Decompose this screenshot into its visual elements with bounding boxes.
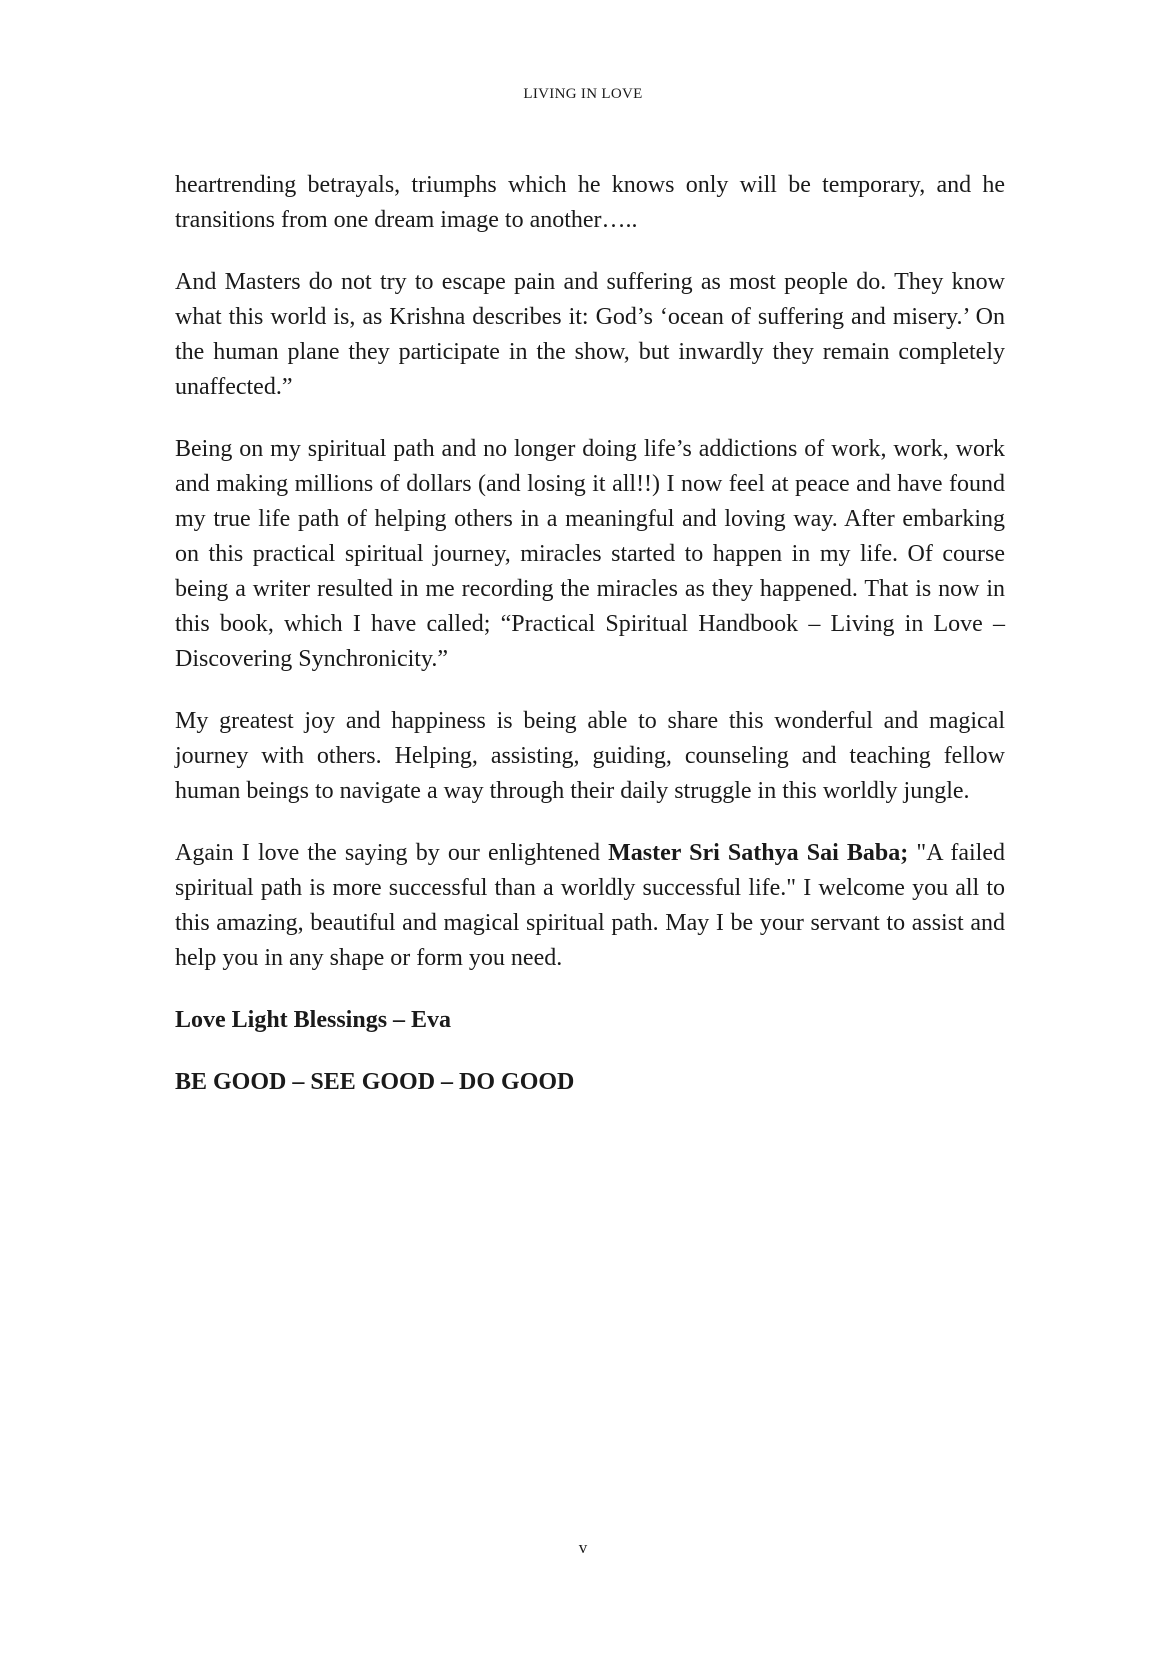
paragraph-3: Being on my spiritual path and no longer doing life’s addictions of work, work, work and making millions of dollars (and losing it all!!) I now feel at peace and have found my true life path of helping others in a meaningful and loving way. After embarking on this practical spiritual journey, miracles started to happen in my life. Of course being a writer resulted in me recording the miracles as they happened. That is now in this book, which I have called; “Practical Spiritual Handbook – Living in Love – Discovering Synchronicity.”	[175, 436, 1005, 672]
paragraph-4: My greatest joy and happiness is being able to share this wonderful and magical journey with others. Helping, assisting, guiding, counseling and teaching fellow human beings to navigate a way through their daily struggle in this worldly jungle.	[175, 708, 1005, 804]
blessing-signoff: Love Light Blessings – Eva	[175, 1007, 452, 1033]
paragraph-1: heartrending betrayals, triumphs which he knows only will be temporary, and he transitions from one dream image to another…..	[175, 172, 1005, 233]
paragraph-5-quote: "A failed spiritual path is more successful than a worldly successful life." I welcome you all to this amazing, beautiful and magical spiritual path. May I be your servant to assist and help you in any shape or form you need.	[175, 840, 1005, 971]
running-head: LIVING IN LOVE	[523, 86, 643, 102]
page-number: v	[578, 1538, 588, 1557]
paragraph-2: And Masters do not try to escape pain and suffering as most people do. They know what this world is, as Krishna describes it: God’s ‘ocean of suffering and misery.’ On the human plane they participate in the show, but inwardly they remain completely unaffected.”	[175, 269, 1005, 400]
body-text	[175, 168, 1005, 1127]
paragraph-5	[175, 836, 1005, 976]
master-name: Master Sri Sathya Sai Baba;	[608, 840, 909, 866]
motto-line: BE GOOD – SEE GOOD – DO GOOD	[175, 1069, 575, 1095]
paragraph-5-lead: Again I love the saying by our enlightened	[175, 840, 609, 866]
